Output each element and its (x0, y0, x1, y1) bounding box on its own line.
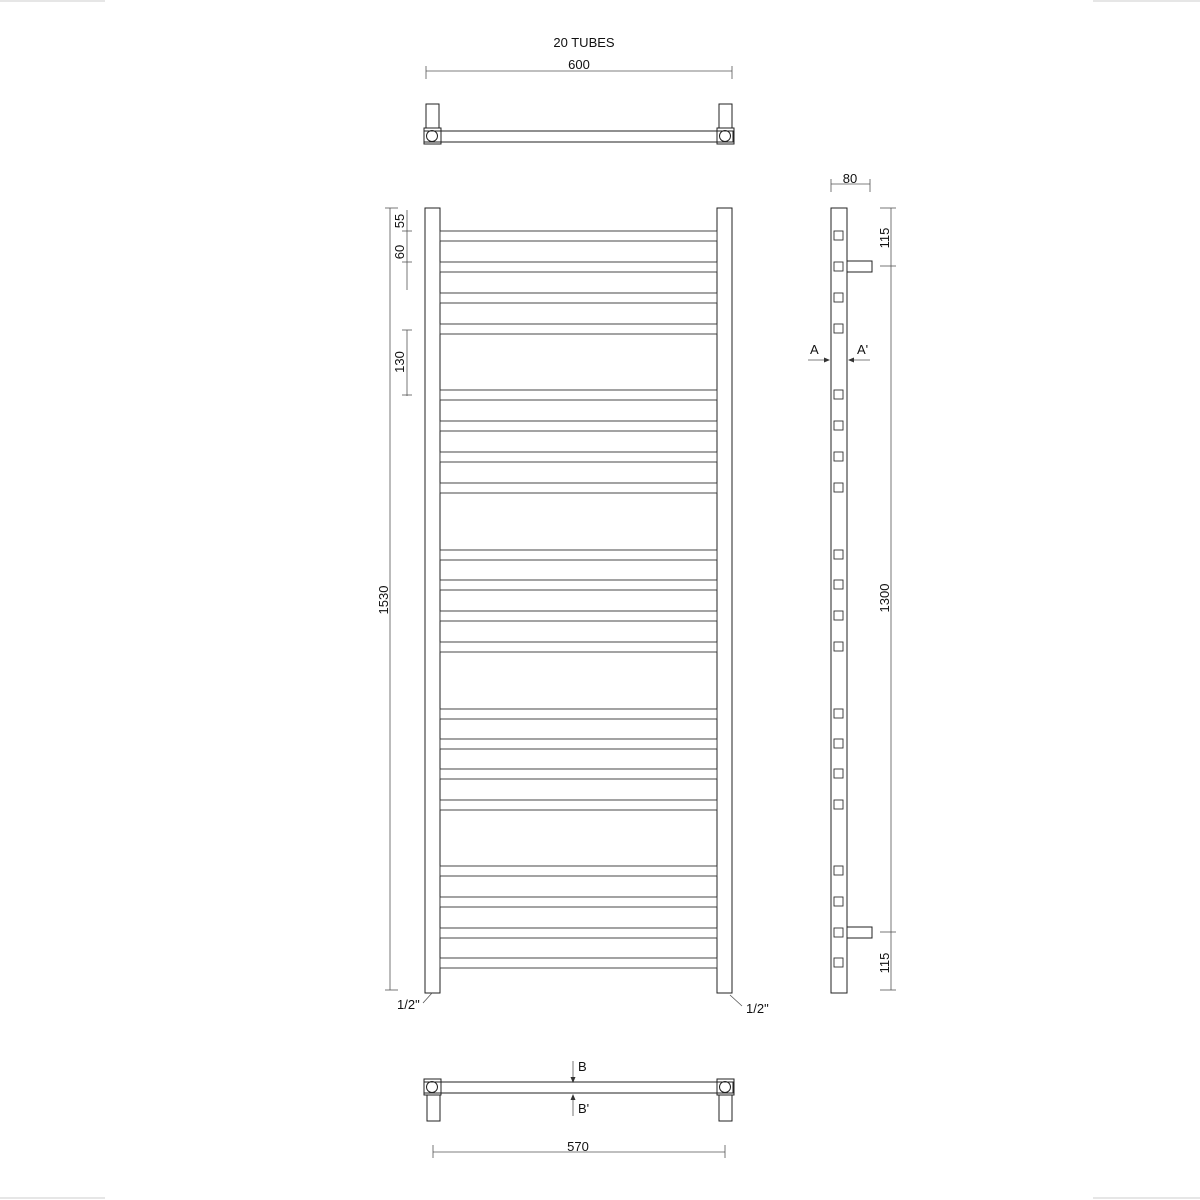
depth-80-label: 80 (842, 171, 858, 186)
horizontal-tubes-group (440, 231, 717, 968)
bottom-right-connector-icon (720, 1082, 731, 1093)
left-upright-tube (425, 208, 440, 993)
side-tube-section-20 (834, 958, 843, 967)
conn-left-leader (423, 993, 432, 1003)
top-left-connector-icon (427, 131, 438, 142)
bottom-right-valve-body (719, 1095, 732, 1121)
side-tube-section-1 (834, 231, 843, 240)
side-tube-section-19 (834, 928, 843, 937)
pitch-60-label: 60 (392, 244, 407, 260)
side-view (808, 171, 896, 993)
side-tube-section-15 (834, 769, 843, 778)
gap-130-label: 130 (392, 351, 407, 373)
horizontal-tube-10 (440, 580, 717, 590)
conn-right-label: 1/2" (746, 1001, 769, 1016)
bottom-rail-body (424, 1082, 733, 1093)
top-right-connector-icon (720, 131, 731, 142)
side-tube-section-6 (834, 421, 843, 430)
horizontal-tube-6 (440, 421, 717, 431)
side-tube-section-5 (834, 390, 843, 399)
top-right-valve-body (719, 104, 732, 128)
bottom-plan-view (424, 1059, 734, 1158)
side-tube-section-10 (834, 580, 843, 589)
tubes-count-label: 20 TUBES (553, 35, 615, 50)
side-tube-section-9 (834, 550, 843, 559)
conn-left-label: 1/2" (397, 997, 420, 1012)
side-tube-section-17 (834, 866, 843, 875)
side-tube-section-11 (834, 611, 843, 620)
section-a-label: A (810, 342, 819, 357)
top-plan-view (424, 35, 734, 144)
horizontal-tube-7 (440, 452, 717, 462)
side-tube-section-13 (834, 709, 843, 718)
side-tube-section-14 (834, 739, 843, 748)
side-tube-section-12 (834, 642, 843, 651)
right-upright-tube (717, 208, 732, 993)
horizontal-tube-19 (440, 928, 717, 938)
horizontal-tube-17 (440, 866, 717, 876)
horizontal-tube-14 (440, 739, 717, 749)
front-view (376, 208, 769, 1016)
side-1300-label: 1300 (877, 583, 892, 613)
horizontal-tube-4 (440, 324, 717, 334)
side-bottom-115-label: 115 (877, 952, 892, 974)
side-tube-section-3 (834, 293, 843, 302)
pitch-55-label: 55 (392, 213, 407, 229)
side-tube-section-4 (834, 324, 843, 333)
section-b-label: B (578, 1059, 587, 1074)
side-bracket-top (847, 261, 872, 272)
side-tube-sections-group (834, 231, 843, 967)
horizontal-tube-13 (440, 709, 717, 719)
horizontal-tube-1 (440, 231, 717, 241)
section-b-prime-arrowhead (571, 1094, 576, 1100)
horizontal-tube-5 (440, 390, 717, 400)
horizontal-tube-11 (440, 611, 717, 621)
top-left-valve-body (426, 104, 439, 128)
section-a-prime-label: A' (857, 342, 869, 357)
horizontal-tube-15 (440, 769, 717, 779)
side-tube-section-2 (834, 262, 843, 271)
section-a-arrowhead-left (824, 358, 830, 363)
conn-right-leader (730, 995, 742, 1006)
side-top-115-label: 115 (877, 227, 892, 249)
bottom-left-valve-body (427, 1095, 440, 1121)
horizontal-tube-8 (440, 483, 717, 493)
horizontal-tube-18 (440, 897, 717, 907)
top-rail-body (424, 131, 733, 142)
side-tube-section-7 (834, 452, 843, 461)
side-tube-section-16 (834, 800, 843, 809)
side-tube-section-18 (834, 897, 843, 906)
bottom-left-connector-icon (427, 1082, 438, 1093)
horizontal-tube-20 (440, 958, 717, 968)
section-a-arrowhead-right (848, 358, 854, 363)
width-600-label: 600 (568, 57, 590, 72)
horizontal-tube-16 (440, 800, 717, 810)
horizontal-tube-9 (440, 550, 717, 560)
section-b-prime-label: B' (578, 1101, 590, 1116)
horizontal-tube-3 (440, 293, 717, 303)
width-570-label: 570 (567, 1139, 589, 1154)
horizontal-tube-2 (440, 262, 717, 272)
height-1530-label: 1530 (376, 585, 391, 615)
side-bracket-bottom (847, 927, 872, 938)
side-tube-section-8 (834, 483, 843, 492)
horizontal-tube-12 (440, 642, 717, 652)
